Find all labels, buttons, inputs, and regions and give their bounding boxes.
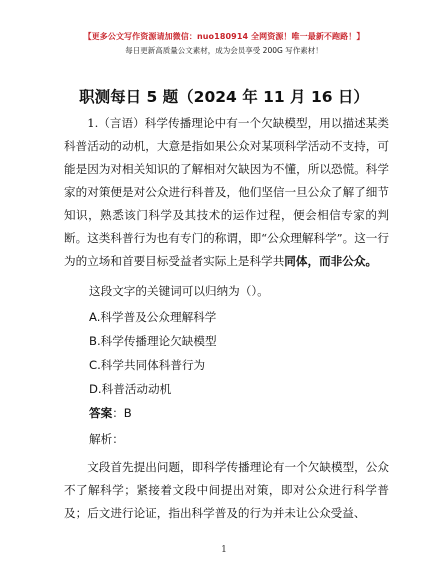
answer-label: 答案	[89, 406, 113, 420]
option-b-key: B.	[89, 334, 101, 348]
question-passage-bold: 同体，而非公众。	[284, 254, 378, 268]
option-a-text: 科学普及公众理解科学	[100, 310, 217, 324]
analysis-label: 解析：	[89, 432, 124, 446]
analysis-text: 文段首先提出问题，即科学传播理论有一个欠缺模型，公众不了解科学；紧接着文段中间提出对策，即对公众进行科学普及；后文进行论证，指出科学普及的行为并未让公众受益、	[64, 460, 389, 520]
option-d-key: D.	[89, 382, 102, 396]
option-d-text: 科普活动动机	[101, 382, 172, 396]
page-title: 职测每日 5 题（2024 年 11 月 16 日）	[79, 88, 369, 106]
option-a-key: A.	[89, 310, 101, 324]
answer-line	[89, 406, 132, 420]
page-number: 1	[221, 545, 227, 555]
question-prompt: 这段文字的关键词可以归纳为（）。	[89, 284, 269, 298]
option-b-text: 科学传播理论欠缺模型	[100, 334, 217, 348]
question-passage	[64, 112, 389, 273]
promo-banner-line2: 每日更新高质量公文素材，成为会员享受 200G 写作素材！	[125, 46, 323, 55]
option-c	[89, 358, 205, 372]
option-c-text: 科学共同体科普行为	[100, 358, 206, 372]
option-b	[89, 334, 217, 348]
option-d	[89, 382, 171, 396]
question-passage-text: 1.（言语）科学传播理论中有一个欠缺模型，用以描述某类科普活动的动机，大意是指如果公众对某项科学活动不支持，可能是因为对相关知识的了解相对欠缺因为不懂，所以恐慌。科学家的对策便是对公众进行科普及，他们坚信一旦公众了解了细节知识，熟悉该门科学及其技术的运作过程，便会相信专家的判断。这类科普行为也有专门的称谓，即“公众理解科学”。这一行为的立场和首要目标受益者实际上是科学共	[64, 116, 389, 268]
option-a	[89, 310, 216, 324]
option-c-key: C.	[89, 358, 101, 372]
promo-banner-line1: 【更多公文写作资源请加微信：nuo180914 全网资源！唯一最新不跑路！】	[83, 32, 365, 41]
answer-value: ：B	[112, 406, 132, 420]
